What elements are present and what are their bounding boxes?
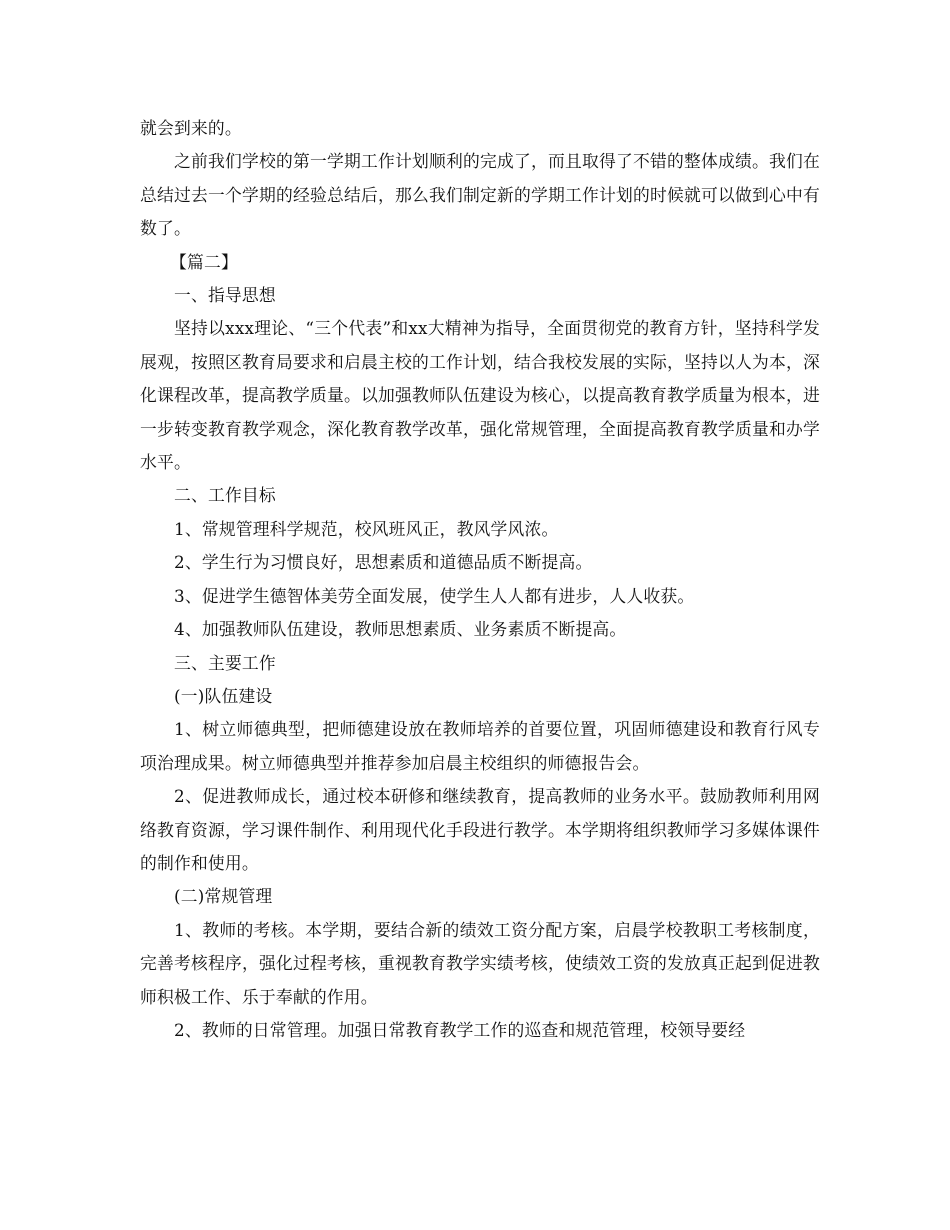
heading-work-goals: 二、工作目标 <box>174 485 276 506</box>
paragraph-continuation: 就会到来的。 <box>140 118 242 138</box>
team-building-item-1: 1、树立师德典型，把师德建设放在教师培养的首要位置，巩固师德建设和教育行风专项治理成果。树立师德典型并推荐参加启晨主校组织的师德报告会。 <box>140 719 820 773</box>
team-building-item-2: 2、促进教师成长，通过校本研修和继续教育，提高教师的业务水平。鼓励教师利用网络教育资源，学习课件制作、利用现代化手段进行教学。本学期将组织教师学习多媒体课件的制作和使用。 <box>140 786 820 873</box>
paragraph-guiding-ideology: 坚持以xxx理论、“三个代表”和xx大精神为指导，全面贯彻党的教育方针，坚持科学发展观，按照区教育局要求和启晨主校的工作计划，结合我校发展的实际，坚持以人为本，深化课程改革，提高教学质量。以加强教师队伍建设为核心，以提高教育教学质量为根本，进一步转变教育教学观念，深化教育教学改革，强化常规管理，全面提高教育教学质量和办学水平。 <box>140 318 820 473</box>
subheading-team-building: (一)队伍建设 <box>174 685 273 706</box>
goal-item-2: 2、学生行为习惯良好，思想素质和道德品质不断提高。 <box>174 552 593 573</box>
goal-item-4: 4、加强教师队伍建设，教师思想素质、业务素质不断提高。 <box>174 619 627 640</box>
document-body <box>140 112 820 1047</box>
routine-management-item-2: 2、教师的日常管理。加强日常教育教学工作的巡查和规范管理，校领导要经 <box>174 1019 746 1040</box>
goal-item-1: 1、常规管理科学规范，校风班风正，教风学风浓。 <box>174 518 559 539</box>
section-marker-part-two: 【篇二】 <box>170 251 238 272</box>
goal-item-3: 3、促进学生德智体美劳全面发展，使学生人人都有进步，人人收获。 <box>174 585 695 606</box>
subheading-routine-management: (二)常规管理 <box>174 886 273 907</box>
heading-guiding-ideology: 一、指导思想 <box>174 285 276 306</box>
routine-management-item-1: 1、教师的考核。本学期，要结合新的绩效工资分配方案，启晨学校教职工考核制度，完善考核程序，强化过程考核，重视教育教学实绩考核，使绩效工资的发放真正起到促进教师积极工作、乐于奉献的作用。 <box>140 919 820 1007</box>
paragraph-summary: 之前我们学校的第一学期工作计划顺利的完成了，而且取得了不错的整体成绩。我们在总结过去一个学期的经验总结后，那么我们制定新的学期工作计划的时候就可以做到心中有数了。 <box>140 151 820 239</box>
heading-main-work: 三、主要工作 <box>174 652 276 673</box>
